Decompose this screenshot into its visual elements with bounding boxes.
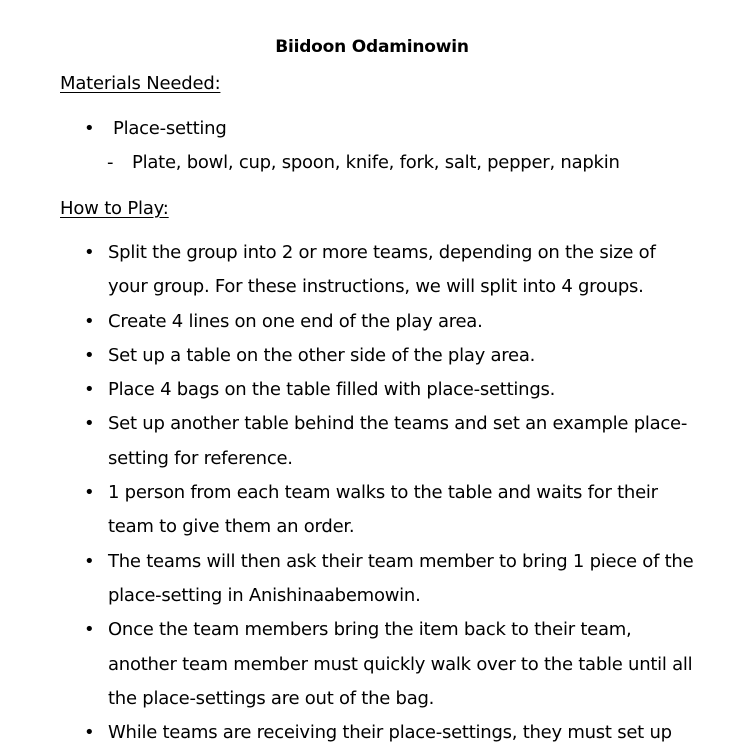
material-item-text: Place-setting (113, 118, 227, 139)
step-item (0, 716, 698, 750)
step-item (0, 545, 698, 614)
step-text: Once the team members bring the item back to their team, another team member must quickly walk over to the table until all the place-settings are out of the bag. (108, 619, 693, 709)
step-text: Set up another table behind the teams and set an example place-setting for reference. (108, 413, 688, 469)
step-item (0, 305, 698, 339)
bullet-icon: • (84, 310, 95, 332)
materials-heading: Materials Needed: (60, 73, 221, 94)
bullet-icon: • (84, 482, 95, 504)
bullet-icon: • (84, 379, 95, 401)
bullet-icon: • (84, 242, 95, 263)
bullet-icon: • (84, 550, 95, 572)
step-text: While teams are receiving their place-settings, they must set up (108, 722, 672, 744)
bullet-icon: • (84, 118, 95, 139)
step-text: Split the group into 2 or more teams, depending on the size of your group. For these instructions, we will split into 4 groups. (108, 242, 656, 298)
material-sub-item-text: Plate, bowl, cup, spoon, knife, fork, salt, pepper, napkin (132, 152, 620, 173)
step-text: Create 4 lines on one end of the play area. (108, 310, 483, 332)
bullet-icon: • (84, 413, 95, 435)
how-to-play-steps (0, 236, 752, 750)
bullet-icon: • (84, 722, 95, 744)
step-text: 1 person from each team walks to the table and waits for their team to give them an order. (108, 482, 658, 538)
bullet-icon: • (84, 619, 95, 641)
step-text: Set up a table on the other side of the play area. (108, 344, 536, 366)
step-item (0, 407, 698, 476)
step-item (0, 339, 698, 373)
step-item (0, 476, 698, 545)
step-text: The teams will then ask their team member to bring 1 piece of the place-setting in Anishinaabemowin. (108, 550, 694, 606)
how-to-play-heading: How to Play: (60, 198, 169, 219)
step-item (0, 373, 698, 407)
dash-marker: - (107, 152, 114, 173)
step-item (0, 236, 698, 305)
step-text: Place 4 bags on the table filled with place-settings. (108, 379, 556, 401)
document-title: Biidoon Odaminowin (275, 37, 469, 57)
step-item (0, 613, 698, 716)
bullet-icon: • (84, 344, 95, 366)
